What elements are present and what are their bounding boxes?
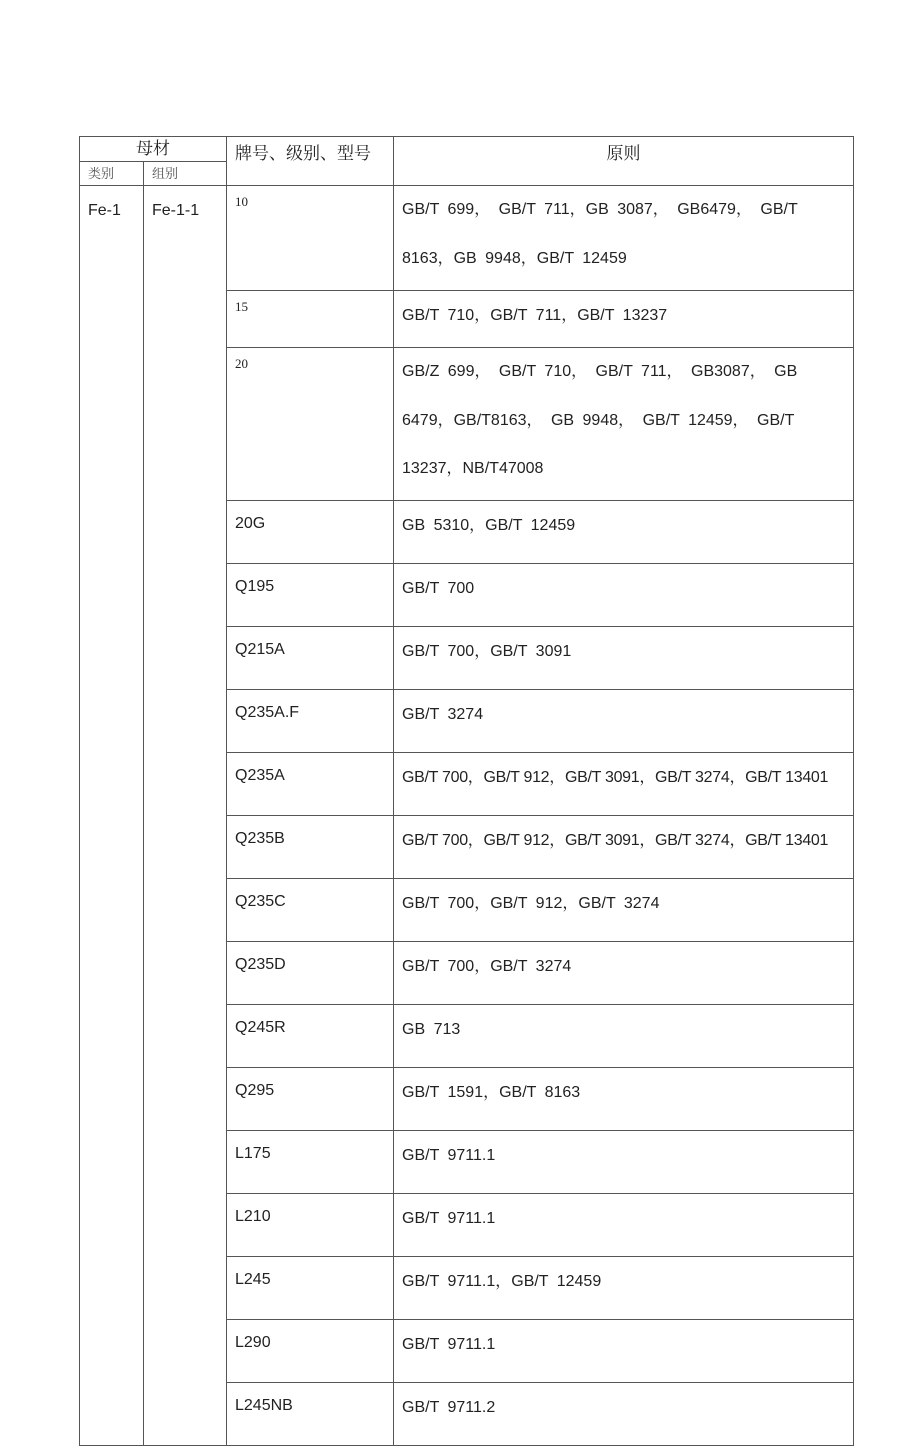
standard-cell: GB 713 <box>394 1005 854 1068</box>
grade-cell: L210 <box>227 1194 394 1257</box>
grade-cell: Q235B <box>227 816 394 879</box>
grade-cell: 20 <box>227 348 394 501</box>
standard-cell: GB/T 9711.1，GB/T 12459 <box>394 1257 854 1320</box>
standard-cell: GB/T 9711.2 <box>394 1383 854 1446</box>
grade-cell: Q295 <box>227 1068 394 1131</box>
header-parent-material: 母材 <box>80 137 227 162</box>
header-group: 组别 <box>144 162 227 186</box>
header-standard: 原则 <box>394 137 854 186</box>
standard-cell: GB/T 1591，GB/T 8163 <box>394 1068 854 1131</box>
standard-cell: GB/T 700，GB/T 912，GB/T 3091，GB/T 3274，GB/T 13401 <box>394 753 854 816</box>
grade-cell: Q235A.F <box>227 690 394 753</box>
standard-cell: GB/T 9711.1 <box>394 1320 854 1383</box>
grade-cell: Q235A <box>227 753 394 816</box>
header-grade: 牌号、级别、型号 <box>227 137 394 186</box>
grade-cell: Q215A <box>227 627 394 690</box>
grade-cell: 10 <box>227 186 394 291</box>
standard-cell: GB/T 9711.1 <box>394 1194 854 1257</box>
grade-cell: 20G <box>227 501 394 564</box>
grade-cell: Q235C <box>227 879 394 942</box>
grade-cell: L175 <box>227 1131 394 1194</box>
standard-cell: GB/T 710，GB/T 711，GB/T 13237 <box>394 291 854 348</box>
grade-cell: L245 <box>227 1257 394 1320</box>
standard-cell: GB/T 700，GB/T 3091 <box>394 627 854 690</box>
standard-cell: GB/Z 699， GB/T 710， GB/T 711， GB3087， GB 6479，GB/T8163， GB 9948， GB/T 12459， GB/T 13237，NB/T47008 <box>394 348 854 501</box>
standard-cell: GB/T 700，GB/T 3274 <box>394 942 854 1005</box>
grade-cell: Q245R <box>227 1005 394 1068</box>
group-cell: Fe-1-1 <box>144 186 227 1446</box>
grade-cell: Q235D <box>227 942 394 1005</box>
standard-cell: GB/T 700，GB/T 912，GB/T 3091，GB/T 3274，GB/T 13401 <box>394 816 854 879</box>
standard-cell: GB/T 3274 <box>394 690 854 753</box>
standard-cell: GB/T 699， GB/T 711，GB 3087， GB6479， GB/T 8163，GB 9948，GB/T 12459 <box>394 186 854 291</box>
category-cell: Fe-1 <box>80 186 144 1446</box>
header-category: 类别 <box>80 162 144 186</box>
standard-cell: GB/T 700 <box>394 564 854 627</box>
grade-cell: L245NB <box>227 1383 394 1446</box>
standard-cell: GB/T 700，GB/T 912，GB/T 3274 <box>394 879 854 942</box>
standard-cell: GB/T 9711.1 <box>394 1131 854 1194</box>
grade-cell: 15 <box>227 291 394 348</box>
grade-cell: L290 <box>227 1320 394 1383</box>
grade-cell: Q195 <box>227 564 394 627</box>
standard-cell: GB 5310，GB/T 12459 <box>394 501 854 564</box>
material-standards-table <box>79 136 854 1446</box>
table-row <box>80 186 854 291</box>
